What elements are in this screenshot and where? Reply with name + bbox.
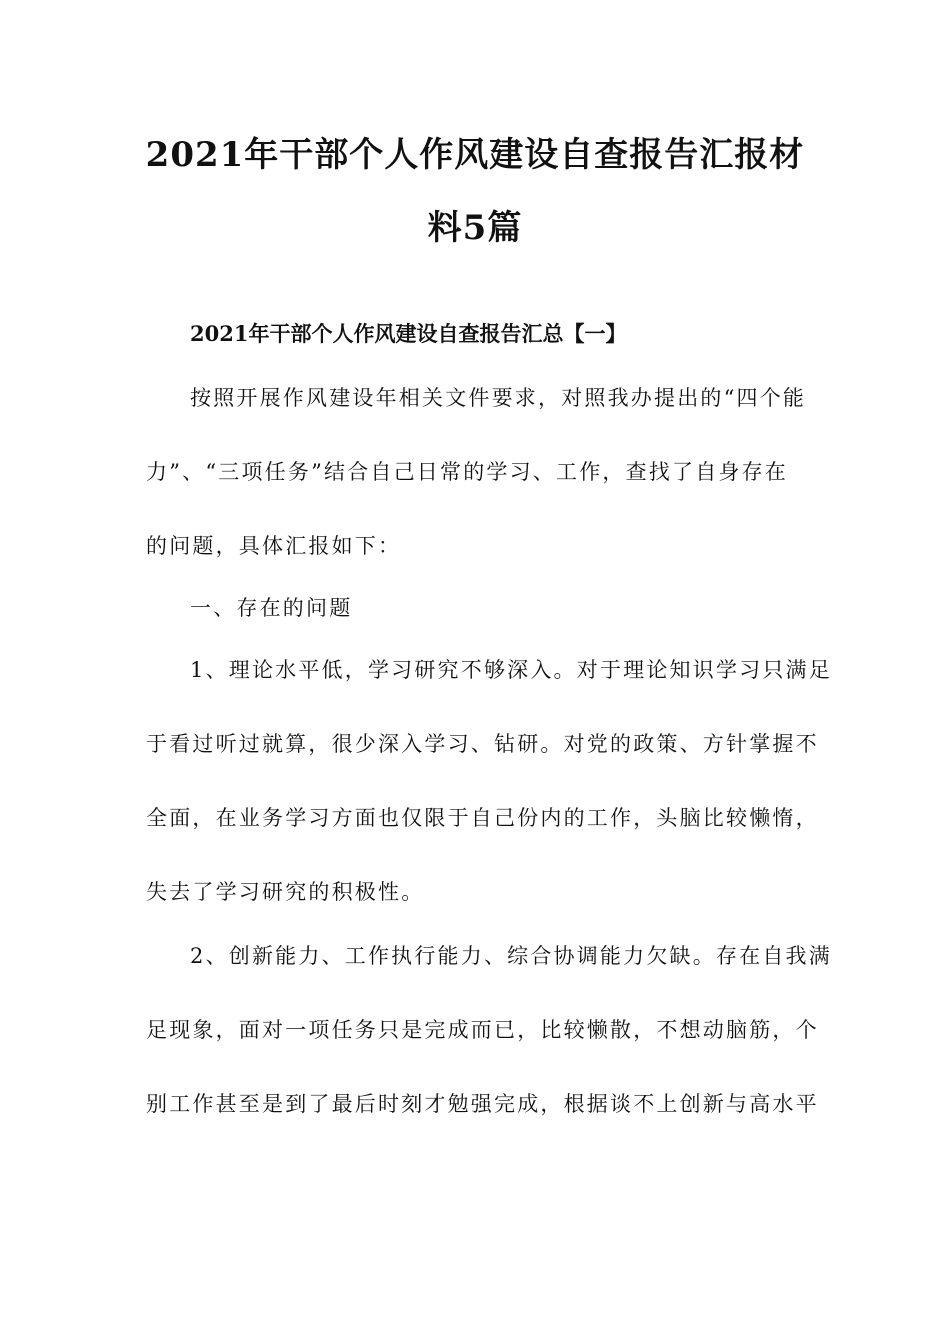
body-line: 按照开展作风建设年相关文件要求，对照我办提出的“四个能 — [190, 386, 807, 410]
body-line: 足现象，面对一项任务只是完成而已，比较懒散，不想动脑筋，个 — [146, 1018, 819, 1042]
body-line: 力”、“三项任务”结合自己日常的学习、工作，查找了自身存在 — [146, 460, 789, 484]
body-line: 别工作甚至是到了最后时刻才勉强完成，根据谈不上创新与高水平 — [146, 1092, 819, 1116]
body-line: 于看过听过就算，很少深入学习、钻研。对党的政策、方针掌握不 — [146, 732, 819, 756]
document-title-line-2: 料5篇 — [427, 208, 523, 248]
body-line: 1、理论水平低，学习研究不够深入。对于理论知识学习只满足 — [190, 658, 832, 682]
body-line: 失去了学习研究的积极性。 — [146, 880, 425, 904]
section-heading: 2021年干部个人作风建设自查报告汇总【一】 — [190, 321, 627, 346]
section-subheading: 一、存在的问题 — [190, 596, 353, 620]
body-line: 的问题，具体汇报如下： — [146, 534, 402, 558]
body-line: 全面，在业务学习方面也仅限于自己份内的工作，头脑比较懒惰， — [146, 806, 819, 830]
body-line: 2、创新能力、工作执行能力、综合协调能力欠缺。存在自我满 — [190, 944, 832, 968]
document-title-line-1: 2021年干部个人作风建设自查报告汇报材 — [145, 135, 805, 175]
